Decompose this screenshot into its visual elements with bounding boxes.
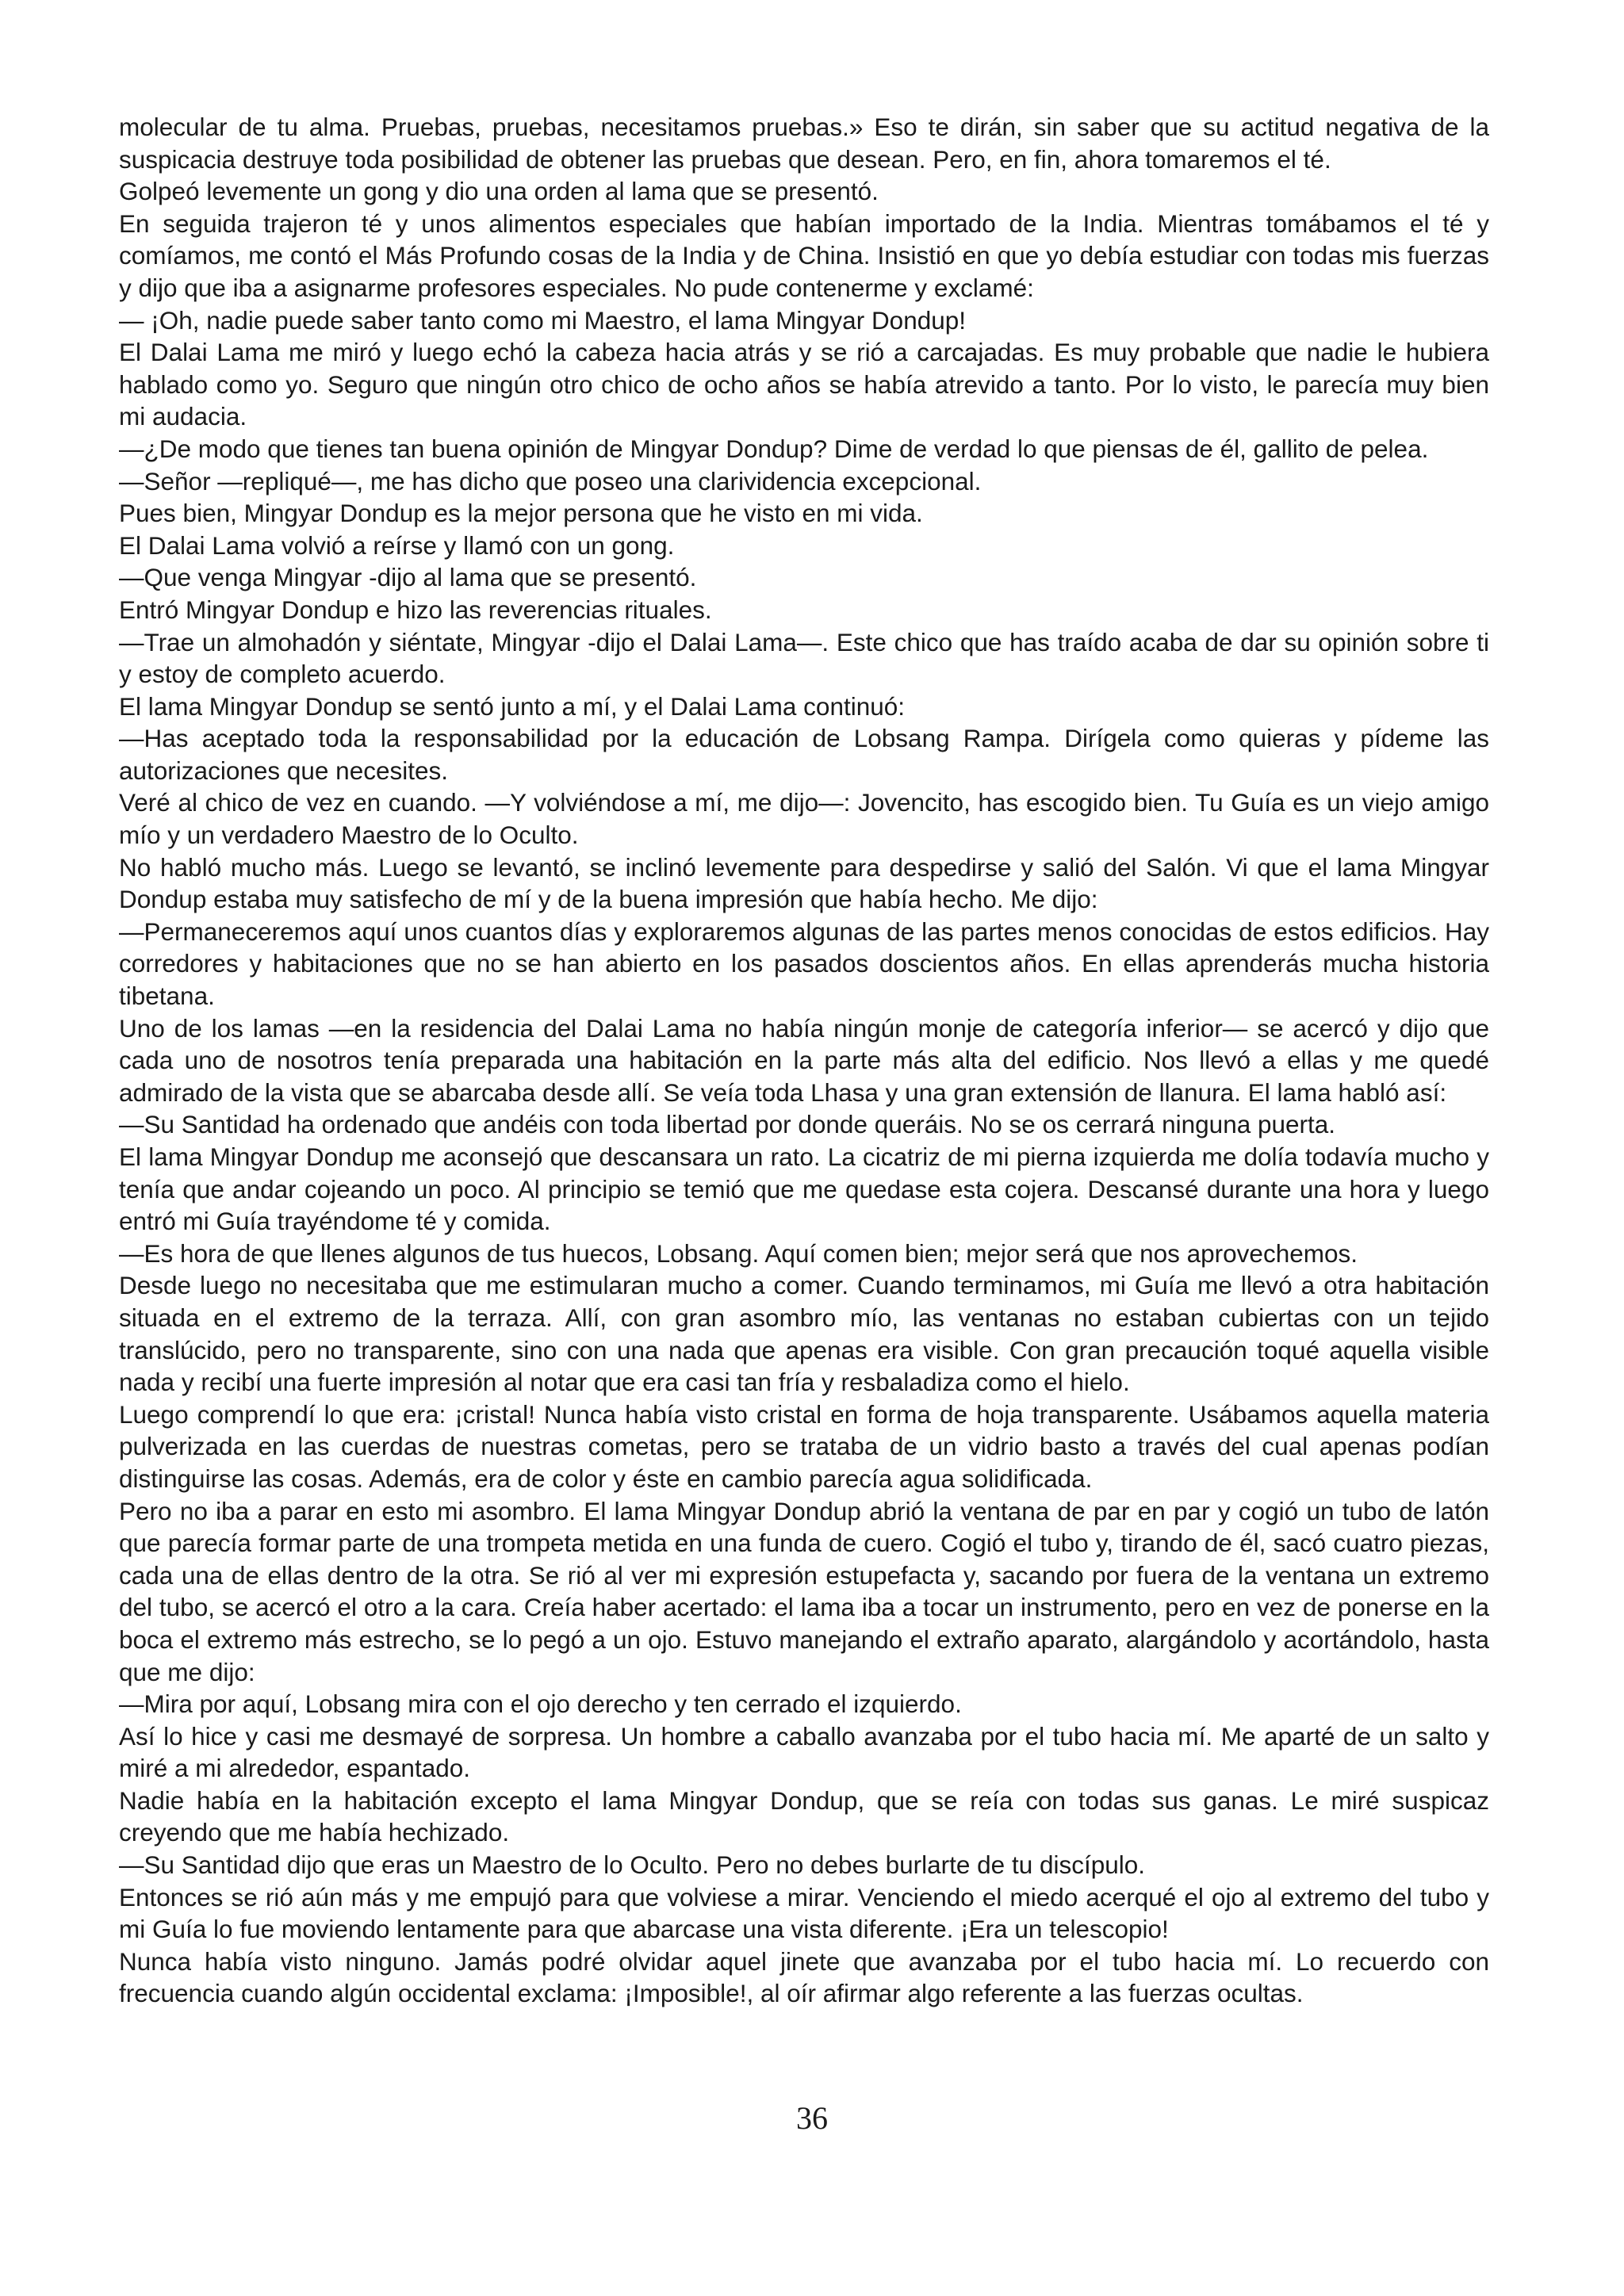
paragraph: Nunca había visto ninguno. Jamás podré olvidar aquel jinete que avanzaba por el tubo hacia mí. Lo recuerdo con frecuencia cuando algún occidental exclama: ¡Imposible!, al oír afirmar algo referente a las fuerzas ocultas. [119,1946,1489,2008]
paragraph: Entró Mingyar Dondup e hizo las reverencias rituales. [119,595,712,624]
page-body [119,111,1489,2010]
paragraph: —Que venga Mingyar -dijo al lama que se presentó. [119,563,697,592]
paragraph: Desde luego no necesitaba que me estimularan mucho a comer. Cuando terminamos, mi Guía me llevó a otra habitación situada en el extremo de la terraza. Allí, con gran asombro mío, las ventanas no estaban cubiertas con un tejido translúcido, pero no transparente, sino con una nada que apenas era visible. Con gran precaución toqué aquella visible nada y recibí una fuerte impresión al notar que era casi tan fría y resbaladiza como el hielo. [119,1271,1489,1397]
paragraph: —Mira por aquí, Lobsang mira con el ojo derecho y ten cerrado el izquierdo. [119,1689,962,1719]
paragraph: Nadie había en la habitación excepto el lama Mingyar Dondup, que se reía con todas sus ganas. Le miré suspicaz creyendo que me había hechizado. [119,1785,1489,1847]
paragraph: molecular de tu alma. Pruebas, pruebas, necesitamos pruebas.» Eso te dirán, sin saber que su actitud negativa de la suspicacia destruye toda posibilidad de obtener las pruebas que desean. Pero, en fin, ahora tomaremos el té. [119,113,1489,174]
paragraph: —Has aceptado toda la responsabilidad por la educación de Lobsang Rampa. Dirígela como quieras y pídeme las autorizaciones que necesites. [119,724,1489,785]
paragraph: El lama Mingyar Dondup me aconsejó que descansara un rato. La cicatriz de mi pierna izquierda me dolía todavía mucho y tenía que andar cojeando un poco. Al principio se temió que me quedase esta cojera. Descansé durante una hora y luego entró mi Guía trayéndome té y comida. [119,1142,1489,1236]
paragraph: —Trae un almohadón y siéntate, Mingyar -dijo el Dalai Lama—. Este chico que has traído acaba de dar su opinión sobre ti y estoy de completo acuerdo. [119,627,1489,689]
paragraph: —¿De modo que tienes tan buena opinión de Mingyar Dondup? Dime de verdad lo que piensas de él, gallito de pelea. [119,434,1429,463]
paragraph: —Su Santidad dijo que eras un Maestro de lo Oculto. Pero no debes burlarte de tu discípulo. [119,1850,1146,1880]
paragraph: Veré al chico de vez en cuando. —Y volviéndose a mí, me dijo—: Jovencito, has escogido bien. Tu Guía es un viejo amigo mío y un verdadero Maestro de lo Oculto. [119,788,1489,850]
paragraph: Luego comprendí lo que era: ¡cristal! Nunca había visto cristal en forma de hoja transparente. Usábamos aquella materia pulverizada en las cuerdas de nuestras cometas, pero se trataba de un vidrio basto a través del cual apenas podían distinguirse las cosas. Además, era de color y éste en cambio parecía agua solidificada. [119,1399,1489,1493]
paragraph: El Dalai Lama me miró y luego echó la cabeza hacia atrás y se rió a carcajadas. Es muy probable que nadie le hubiera hablado como yo. Seguro que ningún otro chico de ocho años se había atrevido a tanto. Por lo visto, le parecía muy bien mi audacia. [119,338,1489,431]
page-number: 36 [796,2100,828,2136]
paragraph: —Señor —repliqué—, me has dicho que poseo una clarividencia excepcional. [119,466,982,496]
paragraph: Pero no iba a parar en esto mi asombro. El lama Mingyar Dondup abrió la ventana de par en par y cogió un tubo de latón que parecía formar parte de una trompeta metida en una funda de cuero. Cogió el tubo y, tirando de él, sacó cuatro piezas, cada una de ellas dentro de la otra. Se rió al ver mi expresión estupefacta y, sacando por fuera de la ventana un extremo del tubo, se acercó el otro a la cara. Creía haber acertado: el lama iba a tocar un instrumento, pero en vez de ponerse en la boca el extremo más estrecho, se lo pegó a un ojo. Estuvo manejando el extraño aparato, alargándolo y acortándolo, hasta que me dijo: [119,1496,1489,1686]
paragraph: —Permaneceremos aquí unos cuantos días y exploraremos algunas de las partes menos conocidas de estos edificios. Hay corredores y habitaciones que no se han abierto en los pasados doscientos años. En ellas aprenderás mucha historia tibetana. [119,916,1489,1011]
paragraph: Uno de los lamas —en la residencia del Dalai Lama no había ningún monje de categoría inferior— se acercó y dijo que cada uno de nosotros tenía preparada una habitación en la parte más alta del edificio. Nos llevó a ellas y me quedé admirado de la vista que se abarcaba desde allí. Se veía toda Lhasa y una gran extensión de llanura. El lama habló así: [119,1013,1489,1107]
paragraph: Pues bien, Mingyar Dondup es la mejor persona que he visto en mi vida. [119,499,923,528]
paragraph: —Es hora de que llenes algunos de tus huecos, Lobsang. Aquí comen bien; mejor será que nos aprovechemos. [119,1238,1358,1268]
paragraph: No habló mucho más. Luego se levantó, se inclinó levemente para despedirse y salió del Salón. Vi que el lama Mingyar Dondup estaba muy satisfecho de mí y de la buena impresión que había hecho. Me dijo: [119,852,1489,914]
paragraph: —Su Santidad ha ordenado que andéis con toda libertad por donde queráis. No se os cerrará ninguna puerta. [119,1110,1336,1139]
paragraph: El Dalai Lama volvió a reírse y llamó con un gong. [119,530,675,560]
paragraph: Golpeó levemente un gong y dio una orden al lama que se presentó. [119,177,879,206]
paragraph: El lama Mingyar Dondup se sentó junto a mí, y el Dalai Lama continuó: [119,691,906,721]
paragraph: En seguida trajeron té y unos alimentos especiales que habían importado de la India. Mientras tomábamos el té y comíamos, me contó el Más Profundo cosas de la India y de China. Insistió en que yo debía estudiar con todas mis fuerzas y dijo que iba a asignarme profesores especiales. No pude contenerme y exclamé: [119,209,1489,302]
paragraph: Entonces se rió aún más y me empujó para que volviese a mirar. Venciendo el miedo acerqué el ojo al extremo del tubo y mi Guía lo fue moviendo lentamente para que abarcase una vista diferente. ¡Era un telescopio! [119,1882,1489,1944]
paragraph: Así lo hice y casi me desmayé de sorpresa. Un hombre a caballo avanzaba por el tubo hacia mí. Me aparté de un salto y miré a mi alrededor, espantado. [119,1721,1489,1783]
paragraph: — ¡Oh, nadie puede saber tanto como mi Maestro, el lama Mingyar Dondup! [119,305,967,335]
